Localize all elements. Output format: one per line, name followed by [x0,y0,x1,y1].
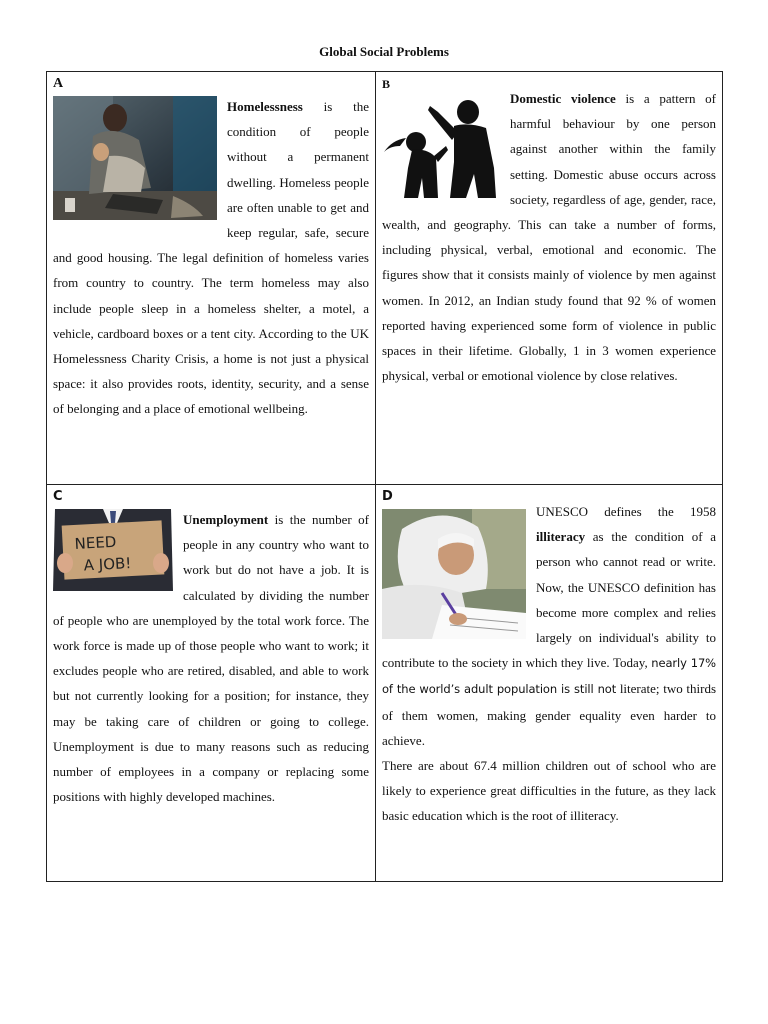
section-d-text-before: UNESCO defines the 1958 [536,504,716,519]
section-b-text: is a pattern of harmful behaviour by one person against another within the family setting. Domestic abuse occurs across society, regardless of age, gender, race, wealth, and geography. This can take a number of forms, including physical, verbal, emotional and economic. The figures show that it consists mainly of violence by men against women. In 2012, an Indian study found that 92 % of women reported having experienced some form of violence in public spaces in their lifetime. Globally, 1 in 3 women experience physical, verbal or emotional violence by close relatives. [382,91,716,384]
section-letter-b: B [382,77,391,91]
section-letter-c: C [53,489,63,504]
sign-text-2: A JOB! [83,554,132,575]
keyword-domestic-violence: Domestic violence [510,91,616,106]
section-d-text-after: as the condition of a person who cannot read or write. Now, the UNESCO definition has become more complex and relies largely on individual's ability to contribute to the society in which they live. Today, [382,529,716,671]
section-d-text-end: literate; two thirds of them women, making gender equality even harder to achieve. [382,681,716,748]
section-b [376,72,722,485]
domestic-violence-silhouette [382,98,500,198]
problems-table [46,71,723,882]
section-letter-d: D [382,489,393,504]
section-c [47,485,376,881]
section-a [47,72,376,485]
keyword-illiteracy: illiteracy [536,529,586,545]
keyword-homelessness: Homelessness [227,99,303,114]
homeless-photo [53,96,217,220]
section-c-text: is the number of people in any country who want to work but do not have a job. It is calculated by dividing the number of people who are unemployed by the total work force. The work force is made up of those people who want to work; it excludes people who are retired, disabled, and able to work but not currently looking for a position; for instance, they may be taking care of children or going to college. Unemployment is due to many reasons such as reducing number of employees in a company or replacing some positions with highly developed machines. [53,512,369,805]
document-title: Global Social Problems [319,44,449,59]
section-d-text-2: There are about 67.4 million children out of school who are likely to experience great difficulties in the future, as they lack basic education which is the root of illiteracy. [382,758,716,824]
sign-text-1: NEED [74,532,117,553]
keyword-unemployment: Unemployment [183,512,269,527]
need-a-job-photo [53,509,173,591]
section-a-text: is the condition of people without a permanent dwelling. Homeless people are often unable to get and keep regular, safe, secure and good housing. The legal definition of homeless varies from country to country. The term homeless may also include people sleep in a homeless shelter, a motel, a vehicle, cardboard boxes or a tent city. According to the UK Homelessness Charity Crisis, a home is not just a physical space: it also provides roots, identity, security, and a sense of belonging and a place of emotional wellbeing. [53,99,369,417]
section-letter-a: A [53,76,64,91]
section-d [376,485,722,881]
illiteracy-photo [382,509,526,639]
section-d-text-sans: nearly 17% of the world’s adult population is still not [382,656,716,697]
